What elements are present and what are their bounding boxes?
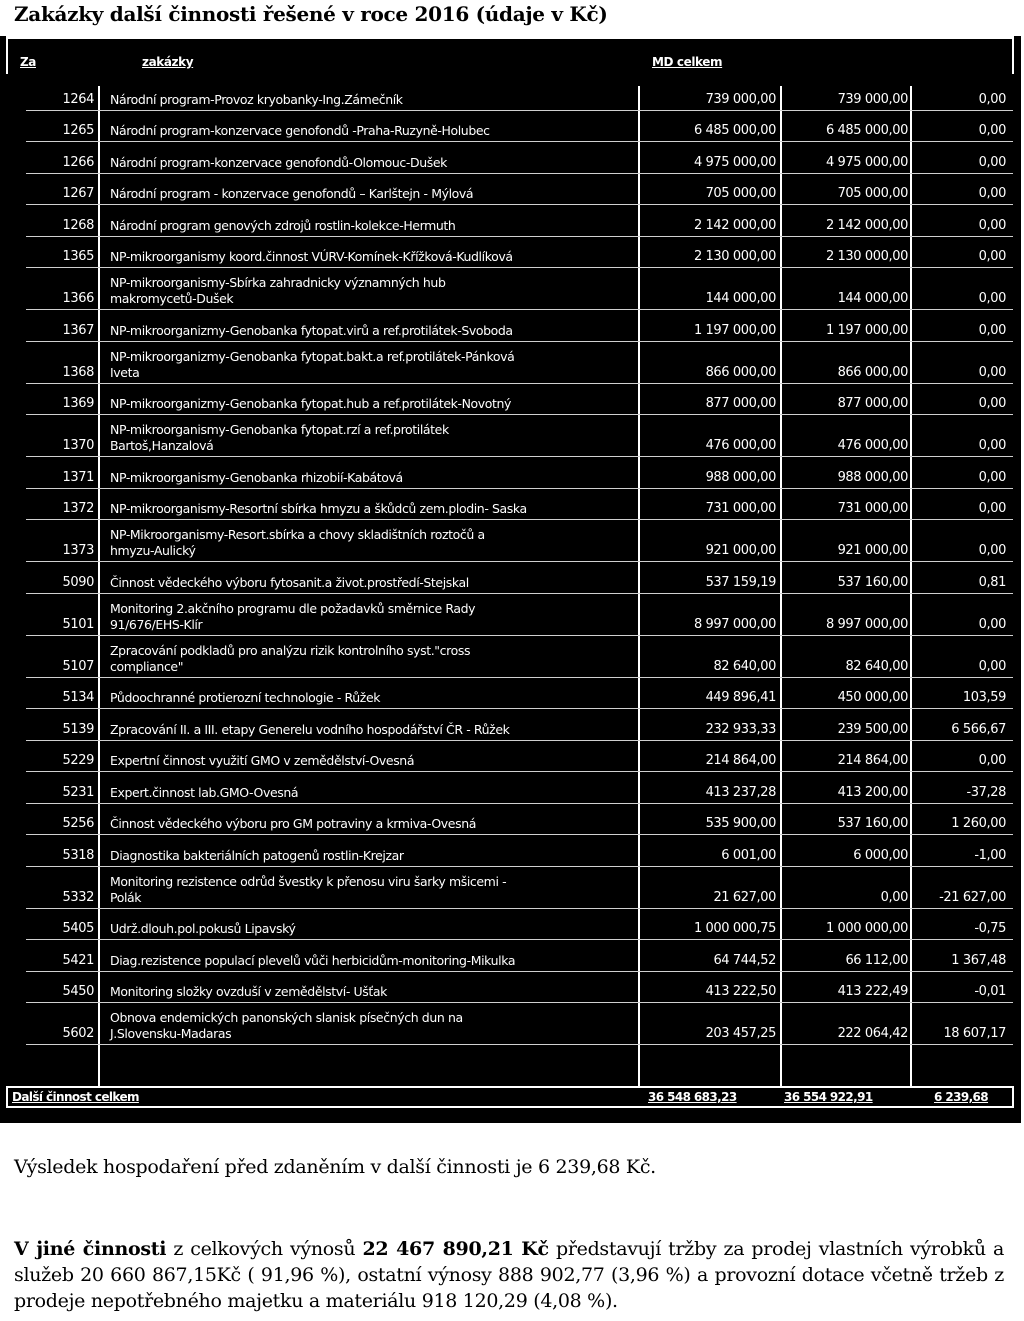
difference-value: 0,00 xyxy=(978,364,1006,380)
table-row xyxy=(0,594,1021,636)
order-name-line: Činnost vědeckého výboru fytosanit.a život.prostředí-Stejskal xyxy=(110,574,469,590)
order-name-line: Polák xyxy=(110,889,142,905)
order-name-line: Národní program-konzervace genofondů -Praha-Ruzyně-Holubec xyxy=(110,123,490,138)
revenue-value: 4 975 000,00 xyxy=(693,154,776,170)
md-total-value: 413 222,49 xyxy=(837,984,908,999)
order-number: 5256 xyxy=(62,816,94,831)
table-row xyxy=(0,384,1021,416)
difference-value: 0,00 xyxy=(978,186,1006,201)
totals-value-1: 36 548 683,23 xyxy=(648,1090,737,1104)
row-rule xyxy=(26,1044,1013,1045)
order-name-line: Monitoring složky ovzduší v zemědělství- Ušťak xyxy=(110,984,388,999)
revenue-value: 232 933,33 xyxy=(705,721,776,737)
difference-value: 0,00 xyxy=(978,154,1006,170)
order-name xyxy=(110,816,640,832)
table-row xyxy=(0,457,1021,489)
order-name-line: Národní program-konzervace genofondů-Olomouc-Dušek xyxy=(110,154,448,170)
order-number: 5101 xyxy=(62,616,94,632)
order-name xyxy=(110,92,640,108)
difference-value: 6 566,67 xyxy=(951,721,1006,737)
order-number: 1368 xyxy=(62,364,94,380)
table-row xyxy=(0,174,1021,206)
order-number: 5421 xyxy=(62,952,94,968)
table-row xyxy=(0,909,1021,941)
md-total-value: 450 000,00 xyxy=(837,690,908,705)
order-name xyxy=(110,275,640,307)
order-number: 1265 xyxy=(62,123,94,138)
revenue-value: 537 159,19 xyxy=(705,574,776,590)
order-name xyxy=(110,396,640,412)
md-total-value: 0,00 xyxy=(880,889,908,905)
table-row xyxy=(0,972,1021,1004)
md-total-value: 866 000,00 xyxy=(837,364,908,380)
paragraph-bold-lead: V jiné činnosti xyxy=(14,1238,167,1260)
order-name-line: Iveta xyxy=(110,364,140,380)
totals-value-2: 36 554 922,91 xyxy=(784,1090,873,1104)
md-total-value: 6 485 000,00 xyxy=(825,123,908,138)
md-total-value: 214 864,00 xyxy=(837,753,908,768)
page-heading: Zakázky další činnosti řešené v roce 2016 (údaje v Kč) xyxy=(14,2,608,26)
md-total-value: 1 000 000,00 xyxy=(825,921,908,936)
table-row xyxy=(0,940,1021,972)
order-name xyxy=(110,601,640,633)
difference-value: -37,28 xyxy=(966,784,1006,800)
order-name xyxy=(110,575,640,591)
order-name-line: Půdoochranné protierozní technologie - Růžek xyxy=(110,690,381,705)
difference-value: 0,00 xyxy=(978,291,1006,306)
difference-value: 0,00 xyxy=(978,322,1006,338)
order-number: 5229 xyxy=(62,753,94,768)
md-total-value: 988 000,00 xyxy=(837,469,908,485)
table-row xyxy=(0,636,1021,678)
table-row xyxy=(0,142,1021,174)
md-total-value: 1 197 000,00 xyxy=(825,322,908,338)
difference-value: 0,00 xyxy=(978,469,1006,485)
difference-value: 1 367,48 xyxy=(951,952,1006,968)
md-total-value: 2 130 000,00 xyxy=(825,249,908,264)
table-row xyxy=(0,342,1021,384)
order-name xyxy=(110,874,640,906)
table-row xyxy=(0,678,1021,710)
order-name-line: Expertní činnost využití GMO v zemědělství-Ovesná xyxy=(110,753,415,768)
order-name xyxy=(110,753,640,769)
order-number: 5405 xyxy=(62,921,94,936)
result-paragraph: Výsledek hospodaření před zdaněním v další činnosti je 6 239,68 Kč. xyxy=(14,1156,656,1178)
difference-value: 0,81 xyxy=(978,574,1006,590)
md-total-value: 2 142 000,00 xyxy=(825,217,908,233)
table-row xyxy=(0,772,1021,804)
revenue-value: 877 000,00 xyxy=(705,396,776,411)
difference-value: 0,00 xyxy=(978,217,1006,233)
order-number: 1373 xyxy=(62,543,94,558)
difference-value: 0,00 xyxy=(978,438,1006,453)
revenue-value: 82 640,00 xyxy=(713,658,776,674)
revenue-value: 413 237,28 xyxy=(705,784,776,800)
order-name-line: Diag.rezistence populací plevelů vůči herbicidům-monitoring-Mikulka xyxy=(110,952,516,968)
totals-row xyxy=(6,1086,1014,1108)
revenue-value: 866 000,00 xyxy=(705,364,776,380)
md-total-value: 921 000,00 xyxy=(837,543,908,558)
order-number: 1366 xyxy=(62,291,94,306)
md-total-value: 537 160,00 xyxy=(837,816,908,831)
table-row xyxy=(0,520,1021,562)
order-name-line: J.Slovensku-Madaras xyxy=(110,1026,232,1041)
totals-label: Další činnost celkem xyxy=(12,1090,139,1104)
order-name-line: Diagnostika bakteriálních patogenů rostlin-Krejzar xyxy=(110,847,404,863)
order-name-line: NP-mikroorganizmy-Genobanka fytopat.virů a ref.protilátek-Svoboda xyxy=(110,322,513,338)
md-total-value: 144 000,00 xyxy=(837,291,908,306)
table-row xyxy=(0,111,1021,143)
table-row xyxy=(0,237,1021,269)
difference-value: -1,00 xyxy=(974,847,1006,863)
order-name-line: Bartoš,Hanzalová xyxy=(110,438,214,453)
md-total-value: 476 000,00 xyxy=(837,438,908,453)
order-number: 5450 xyxy=(62,984,94,999)
order-number: 5134 xyxy=(62,690,94,705)
order-name xyxy=(110,249,640,265)
paragraph-text: z celkových výnosů xyxy=(166,1238,363,1260)
difference-value: 0,00 xyxy=(978,249,1006,264)
order-name-line: Činnost vědeckého výboru pro GM potraviny a krmiva-Ovesná xyxy=(110,816,476,831)
header-col-md-total: MD celkem xyxy=(652,55,723,69)
difference-value: 0,00 xyxy=(978,91,1006,107)
revenue-value: 2 142 000,00 xyxy=(693,217,776,233)
order-name xyxy=(110,527,640,559)
order-name-line: Monitoring 2.akčního programu dle požadavků směrnice Rady xyxy=(110,600,476,616)
order-name xyxy=(110,349,640,381)
revenue-value: 535 900,00 xyxy=(705,816,776,831)
order-name-line: NP-mikroorganismy-Genobanka fytopat.rzí a ref.protilátek xyxy=(110,422,449,437)
table-row xyxy=(0,268,1021,310)
difference-value: 0,00 xyxy=(978,658,1006,674)
table-row xyxy=(0,709,1021,741)
md-total-value: 877 000,00 xyxy=(837,396,908,411)
table-row xyxy=(0,562,1021,594)
order-name-line: Zpracování podkladů pro analýzu rizik kontrolního syst."cross xyxy=(110,642,471,658)
order-number: 1266 xyxy=(62,154,94,170)
order-name-line: makromycetů-Dušek xyxy=(110,291,234,306)
order-name xyxy=(110,123,640,139)
order-name xyxy=(110,470,640,486)
difference-value: 0,00 xyxy=(978,396,1006,411)
order-number: 5332 xyxy=(62,889,94,905)
paragraph-bold-amount: 22 467 890,21 Kč xyxy=(362,1238,549,1260)
order-name-line: Zpracování II. a III. etapy Generelu vodního hospodářství ČR - Růžek xyxy=(110,721,510,737)
order-name xyxy=(110,501,640,517)
order-name xyxy=(110,422,640,454)
order-name-line: Udrž.dlouh.pol.pokusů Lipavský xyxy=(110,921,296,936)
revenue-value: 449 896,41 xyxy=(705,690,776,705)
difference-value: 0,00 xyxy=(978,123,1006,138)
md-total-value: 239 500,00 xyxy=(837,721,908,737)
order-name-line: NP-Mikroorganismy-Resort.sbírka a chovy skladištních roztočů a xyxy=(110,527,485,542)
difference-value: 1 260,00 xyxy=(951,816,1006,831)
order-number: 5139 xyxy=(62,721,94,737)
order-number: 1365 xyxy=(62,249,94,264)
order-number: 1370 xyxy=(62,438,94,453)
revenue-value: 413 222,50 xyxy=(705,984,776,999)
order-name-line: 91/676/EHS-Klír xyxy=(110,616,203,632)
table-row xyxy=(0,804,1021,836)
md-total-value: 705 000,00 xyxy=(837,186,908,201)
table-row xyxy=(0,489,1021,521)
difference-value: 0,00 xyxy=(978,501,1006,516)
difference-value: -21 627,00 xyxy=(939,889,1006,905)
revenue-value: 476 000,00 xyxy=(705,438,776,453)
totals-value-3: 6 239,68 xyxy=(934,1090,989,1104)
order-number: 1267 xyxy=(62,186,94,201)
revenue-value: 6 001,00 xyxy=(721,847,776,863)
order-name-line: Národní program genových zdrojů rostlin-kolekce-Hermuth xyxy=(110,217,456,233)
difference-value: 103,59 xyxy=(962,690,1006,705)
difference-value: -0,75 xyxy=(974,921,1006,936)
revenue-value: 988 000,00 xyxy=(705,469,776,485)
order-name xyxy=(110,155,640,171)
md-total-value: 66 112,00 xyxy=(845,952,908,968)
table-row xyxy=(0,1003,1021,1045)
revenue-value: 64 744,52 xyxy=(713,952,776,968)
order-name-line: hmyzu-Aulický xyxy=(110,543,196,558)
order-number: 1268 xyxy=(62,217,94,233)
table-row xyxy=(0,741,1021,773)
table-row xyxy=(0,867,1021,909)
md-total-value: 8 997 000,00 xyxy=(825,616,908,632)
md-total-value: 537 160,00 xyxy=(837,574,908,590)
order-name xyxy=(110,643,640,675)
order-name-line: Národní program - konzervace genofondů – Karlštejn - Mýlová xyxy=(110,186,474,201)
table-row xyxy=(0,310,1021,342)
revenue-value: 6 485 000,00 xyxy=(693,123,776,138)
order-name-line: Monitoring rezistence odrůd švestky k přenosu viru šarky mšicemi - xyxy=(110,873,507,889)
order-number: 5090 xyxy=(62,574,94,590)
order-name-line: NP-mikroorganismy-Resortní sbírka hmyzu a škůdců zem.plodin- Saska xyxy=(110,501,527,516)
order-name-line: Národní program-Provoz kryobanky-Ing.Zámečník xyxy=(110,91,403,107)
difference-value: -0,01 xyxy=(974,984,1006,999)
order-name-line: NP-mikroorganismy koord.činnost VÚRV-Komínek-Křížková-Kudlíková xyxy=(110,249,513,264)
order-number: 1372 xyxy=(62,501,94,516)
order-name-line: NP-mikroorganizmy-Genobanka fytopat.hub a ref.protilátek-Novotný xyxy=(110,396,512,411)
revenue-value: 2 130 000,00 xyxy=(693,249,776,264)
revenue-value: 705 000,00 xyxy=(705,186,776,201)
revenue-value: 144 000,00 xyxy=(705,291,776,306)
md-total-value: 222 064,42 xyxy=(837,1026,908,1041)
order-name xyxy=(110,953,640,969)
revenue-value: 8 997 000,00 xyxy=(693,616,776,632)
order-number: 1367 xyxy=(62,322,94,338)
order-name-line: NP-mikroorganismy-Sbírka zahradnicky významných hub xyxy=(110,275,446,290)
order-name xyxy=(110,1010,640,1042)
md-total-value: 413 200,00 xyxy=(837,784,908,800)
order-number: 5107 xyxy=(62,658,94,674)
revenue-value: 214 864,00 xyxy=(705,753,776,768)
revenue-value: 739 000,00 xyxy=(705,91,776,107)
order-number: 1264 xyxy=(62,91,94,107)
difference-value: 18 607,17 xyxy=(943,1026,1006,1041)
difference-value: 0,00 xyxy=(978,616,1006,632)
order-name xyxy=(110,218,640,234)
revenue-value: 203 457,25 xyxy=(705,1026,776,1041)
revenue-value: 21 627,00 xyxy=(713,889,776,905)
order-name-line: compliance" xyxy=(110,658,184,674)
order-name xyxy=(110,323,640,339)
order-number: 5318 xyxy=(62,847,94,863)
order-name-line: NP-mikroorganizmy-Genobanka fytopat.bakt.a ref.protilátek-Pánková xyxy=(110,348,515,364)
md-total-value: 731 000,00 xyxy=(837,501,908,516)
header-col-number: Za xyxy=(20,55,36,69)
table-row xyxy=(0,205,1021,237)
table-row xyxy=(0,835,1021,867)
order-number: 5602 xyxy=(62,1026,94,1041)
header-col-name: zakázky xyxy=(142,55,194,69)
paragraph-text: představují tržby za prodej vlastních výrobků a služeb 20 660 867,15Kč ( 91,96 %), ostatní výnosy 888 902,77 (3,96 %) a provozní dotace včetně tržeb z prodeje nepotřebného majetku a materiálu 918 120,29 (4,08 %). xyxy=(14,1238,1004,1312)
table-row xyxy=(0,79,1021,111)
revenue-value: 1 197 000,00 xyxy=(693,322,776,338)
order-number: 5231 xyxy=(62,784,94,800)
md-total-value: 4 975 000,00 xyxy=(825,154,908,170)
table-header xyxy=(6,36,1014,74)
difference-value: 0,00 xyxy=(978,543,1006,558)
order-number: 1369 xyxy=(62,396,94,411)
order-name xyxy=(110,921,640,937)
md-total-value: 82 640,00 xyxy=(845,658,908,674)
revenue-value: 921 000,00 xyxy=(705,543,776,558)
revenue-value: 1 000 000,75 xyxy=(693,921,776,936)
order-name-line: Obnova endemických panonských slanisk písečných dun na xyxy=(110,1010,463,1025)
order-number: 1371 xyxy=(62,469,94,485)
order-name xyxy=(110,186,640,202)
order-name xyxy=(110,848,640,864)
order-name xyxy=(110,690,640,706)
revenue-value: 731 000,00 xyxy=(705,501,776,516)
order-name xyxy=(110,984,640,1000)
order-name-line: NP-mikroorganismy-Genobanka rhizobií-Kabátová xyxy=(110,469,403,485)
difference-value: 0,00 xyxy=(978,753,1006,768)
order-name xyxy=(110,722,640,738)
md-total-value: 6 000,00 xyxy=(853,847,908,863)
order-name xyxy=(110,785,640,801)
other-activity-paragraph xyxy=(14,1236,1004,1314)
md-total-value: 739 000,00 xyxy=(837,91,908,107)
table-row xyxy=(0,415,1021,457)
contracts-table xyxy=(0,36,1021,1123)
order-name-line: Expert.činnost lab.GMO-Ovesná xyxy=(110,784,299,800)
